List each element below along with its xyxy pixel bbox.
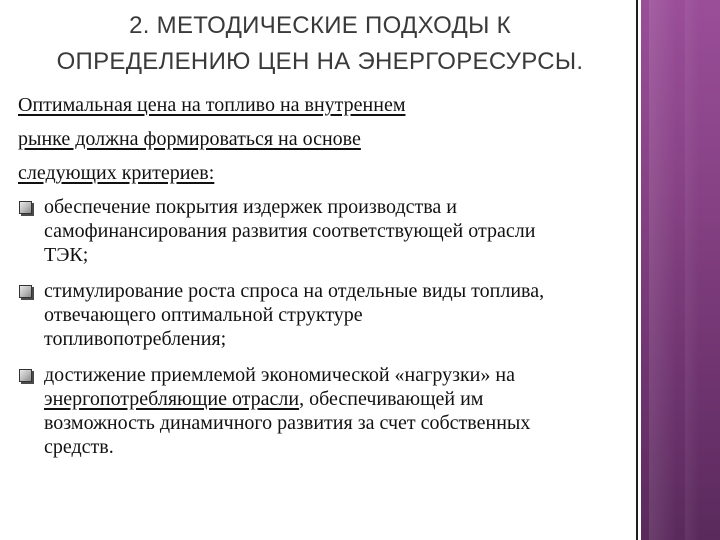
intro-paragraph [18, 93, 640, 185]
side-decorative-bar [641, 0, 720, 540]
bullet-item-costs [18, 195, 640, 267]
square-checkbox-bullet-icon [19, 285, 32, 298]
bullet-line: возможность динамичного развития за счет собственных [44, 412, 531, 434]
slide-title [10, 8, 630, 80]
square-checkbox-bullet-icon [19, 369, 32, 382]
bullet-line: достижение приемлемой экономической «нагрузки» на [44, 364, 515, 386]
bullet-line-rest: , обеспечивающей им [299, 388, 484, 410]
bullet-line: ТЭК; [44, 244, 89, 266]
side-bar-highlight-secondary [685, 0, 699, 540]
intro-line: Оптимальная цена на топливо на внутреннем [18, 94, 406, 116]
bullet-line: стимулирование роста спроса на отдельные виды топлива, [44, 280, 545, 302]
square-checkbox-bullet-icon [19, 201, 32, 214]
title-line-2: ОПРЕДЕЛЕНИЮ ЦЕН НА ЭНЕРГОРЕСУРСЫ. [56, 48, 584, 75]
bullet-line: обеспечение покрытия издержек производства и [44, 196, 457, 218]
intro-line: рынке должна формироваться на основе [18, 128, 361, 150]
bullet-line: топливопотребления; [44, 328, 227, 350]
slide-body [18, 93, 640, 471]
bullet-item-demand [18, 279, 640, 351]
intro-line: следующих критериев: [18, 162, 215, 184]
side-bar-highlight [649, 0, 677, 540]
title-line-1: 2. МЕТОДИЧЕСКИЕ ПОДХОДЫ К [129, 12, 511, 39]
bullet-item-load [18, 363, 640, 459]
bullet-line: средств. [44, 436, 114, 458]
bullet-line [44, 387, 640, 411]
underlined-term: энергопотребляющие отрасли [44, 388, 300, 410]
bullet-line: самофинансирования развития соответствующей отрасли [44, 220, 536, 242]
bullet-line: отвечающего оптимальной структуре [44, 304, 363, 326]
